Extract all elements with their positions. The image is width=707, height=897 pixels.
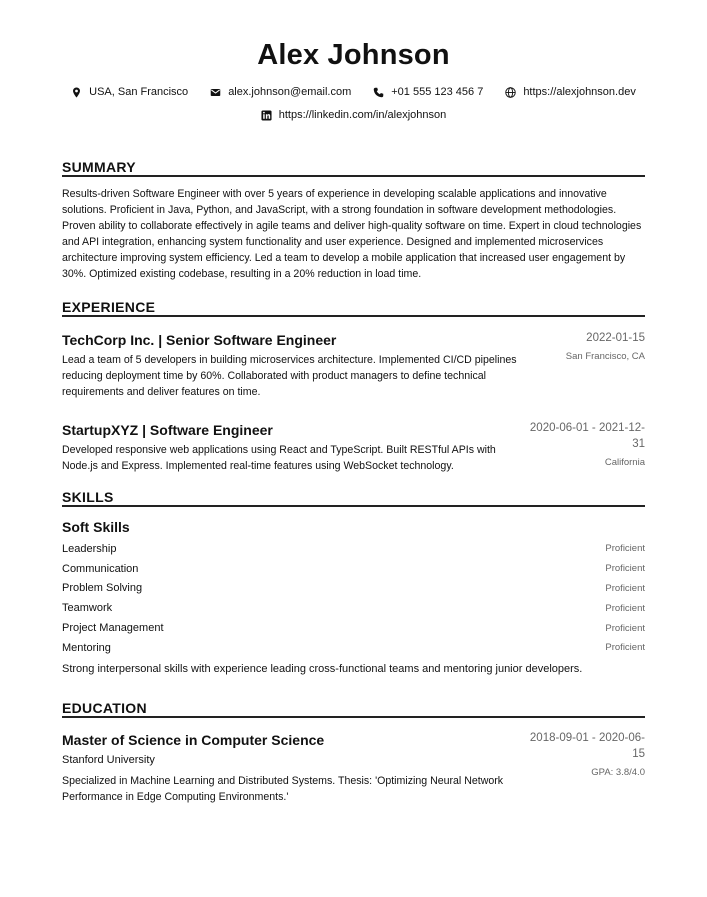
degree-title: Master of Science in Computer Science (62, 731, 325, 748)
skill-level: Proficient (605, 602, 645, 614)
envelope-icon (210, 87, 221, 98)
education-heading: EDUCATION (62, 698, 645, 718)
skill-group-title: Soft Skills (62, 519, 130, 535)
skill-name: Project Management (62, 622, 164, 635)
globe-icon (505, 87, 516, 98)
skill-level: Proficient (605, 582, 645, 594)
skill-name: Leadership (62, 542, 117, 555)
education-entry (62, 730, 645, 805)
location-text: USA, San Francisco (89, 86, 189, 98)
skill-row (62, 539, 645, 559)
job-title: TechCorp Inc. | Senior Software Engineer (62, 332, 337, 348)
skill-level: Proficient (605, 543, 645, 555)
job-description: Lead a team of 5 developers in building microservices architecture. Implemented CI/CD pipelines reducing deployment time by 60%. Collaborated with product managers to define technical requirements and deliver features on time. (62, 354, 517, 398)
skill-name: Communication (62, 562, 139, 575)
skill-row (62, 579, 645, 599)
education-date: 2018-09-01 - 2020-06-15 (529, 731, 645, 760)
skills-heading: SKILLS (62, 487, 645, 507)
candidate-name: Alex Johnson (257, 39, 450, 71)
contact-website[interactable] (505, 86, 636, 98)
experience-entry-2 (62, 420, 645, 474)
linkedin-icon (261, 110, 272, 121)
job-title: StartupXYZ | Software Engineer (62, 422, 273, 438)
contact-email[interactable] (210, 86, 351, 98)
job-date: 2022-01-15 (586, 332, 645, 344)
education-section (62, 698, 645, 805)
skills-section (62, 487, 645, 677)
school-name: Stanford University (62, 753, 155, 766)
skill-level: Proficient (605, 563, 645, 575)
summary-section (62, 157, 645, 282)
website-link[interactable]: https://alexjohnson.dev (523, 86, 636, 98)
job-description: Developed responsive web applications using React and TypeScript. Built RESTful APIs with Node.js and Express. Implemented real-time features using WebSocket technology. (62, 444, 496, 472)
skill-name: Problem Solving (62, 582, 143, 595)
job-location: San Francisco, CA (565, 351, 645, 362)
contact-row-2 (62, 107, 645, 123)
contact-linkedin[interactable] (261, 109, 447, 121)
skill-level: Proficient (605, 622, 645, 634)
phone-link[interactable]: +01 555 123 456 7 (391, 86, 484, 98)
job-date: 2020-06-01 - 2021-12-31 (529, 422, 645, 450)
experience-section (62, 297, 645, 474)
linkedin-link[interactable]: https://linkedin.com/in/alexjohnson (278, 109, 447, 121)
contact-row-1 (62, 84, 645, 100)
skill-row (62, 559, 645, 579)
skill-name: Teamwork (62, 602, 113, 615)
skill-row (62, 618, 645, 638)
experience-heading: EXPERIENCE (62, 297, 645, 317)
summary-heading: SUMMARY (62, 157, 645, 177)
skills-list (62, 539, 645, 658)
education-description: Specialized in Machine Learning and Distributed Systems. Thesis: 'Optimizing Neural Network Performance in Edge Computing Environments.' (62, 774, 504, 803)
skill-row (62, 598, 645, 618)
experience-entry-1 (62, 330, 645, 400)
job-location: California (604, 457, 645, 468)
education-gpa: GPA: 3.8/4.0 (591, 766, 645, 778)
contact-phone[interactable] (373, 86, 483, 98)
skill-name: Mentoring (62, 641, 111, 654)
email-link[interactable]: alex.johnson@email.com (228, 86, 352, 98)
summary-text: Results-driven Software Engineer with over 5 years of experience in developing scalable applications and innovative solutions. Proficient in Java, Python, and JavaScript, with a strong foundation in software development methodologies. Proven ability to collaborate effectively in agile teams and deliver high-quality software on time. Expert in cloud technologies and API integration, enhancing system functionality and user experience. Designed and implemented microservices architecture improving system efficiency. Led a team to develop a mobile application that increased user engagement by 30%. Optimized existing codebase, resulting in a 20% reduction in load time. (62, 188, 642, 280)
contact-location (71, 86, 188, 98)
location-pin-icon (71, 87, 82, 98)
phone-icon (373, 87, 384, 98)
skill-row (62, 638, 645, 658)
skills-note: Strong interpersonal skills with experience leading cross-functional teams and mentoring junior developers. (62, 662, 583, 675)
skill-level: Proficient (605, 642, 645, 654)
